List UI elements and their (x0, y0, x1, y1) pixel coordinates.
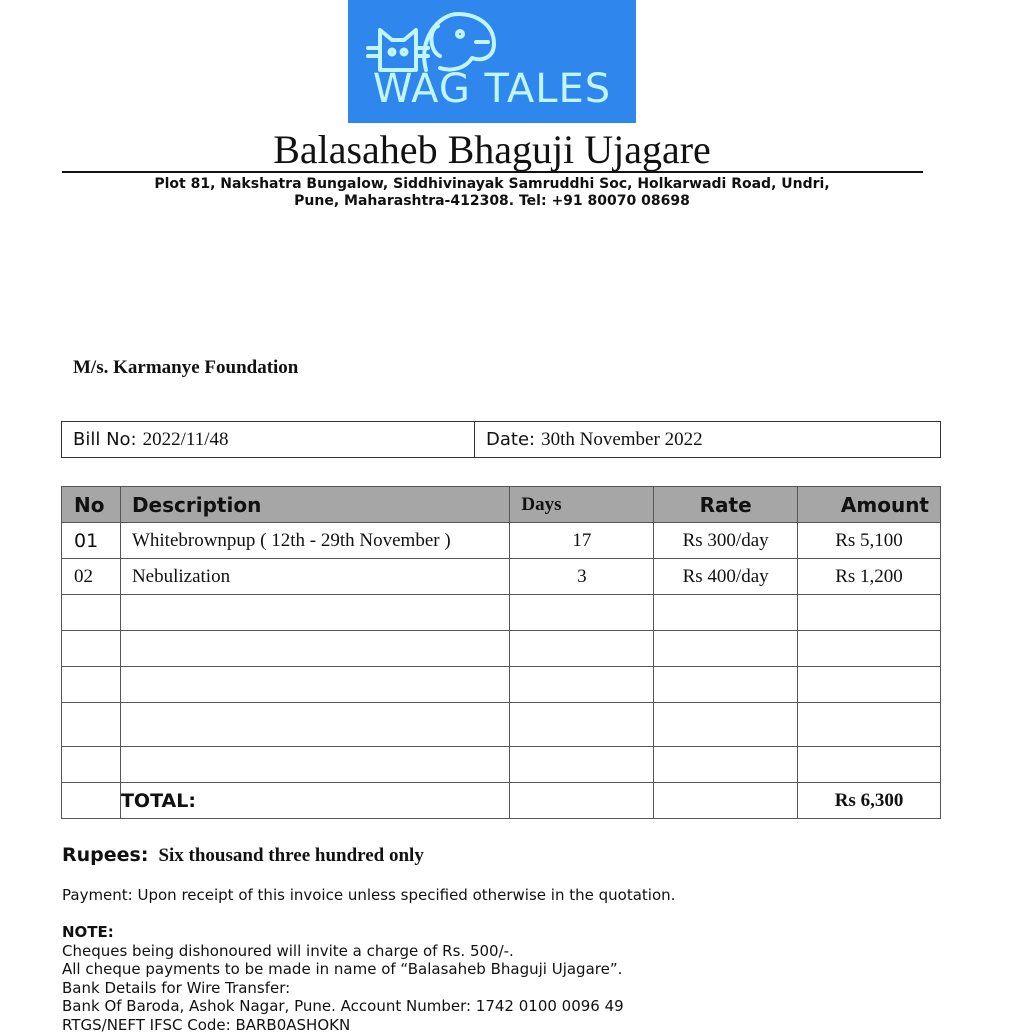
table-row (62, 559, 941, 595)
table-header-row (62, 487, 941, 523)
total-amount: Rs 6,300 (798, 783, 941, 819)
row-rate: Rs 300/day (654, 523, 798, 559)
row-description: Whitebrownpup ( 12th - 29th November ) (120, 523, 509, 559)
empty-row (62, 667, 941, 703)
note-heading: NOTE: (62, 923, 624, 942)
empty-row (62, 703, 941, 747)
payment-terms: Payment: Upon receipt of this invoice unless specified otherwise in the quotation. (62, 886, 675, 904)
address-line-2: Pune, Maharashtra-412308. Tel: +91 80070 08698 (62, 193, 922, 210)
header-description: Description (120, 487, 509, 523)
bill-number-cell (62, 422, 475, 457)
bill-number-label: Bill No: (73, 429, 137, 450)
row-no: 01 (62, 523, 121, 559)
business-address (62, 176, 922, 210)
total-label: TOTAL: (120, 783, 509, 819)
bill-date-label: Date: (486, 429, 535, 450)
logo (348, 0, 636, 123)
logo-text: WAG TALES (348, 66, 636, 112)
row-amount: Rs 1,200 (798, 559, 941, 595)
bill-date-cell (475, 422, 703, 457)
business-name: Balasaheb Bhaguji Ujagare (62, 128, 922, 172)
row-description: Nebulization (120, 559, 509, 595)
rupees-label: Rupees: (62, 844, 148, 866)
table-row (62, 523, 941, 559)
note-line: Cheques being dishonoured will invite a charge of Rs. 500/-. (62, 942, 624, 961)
bill-number-value: 2022/11/48 (143, 429, 229, 451)
header-divider (62, 171, 923, 173)
note-line: RTGS/NEFT IFSC Code: BARB0ASHOKN (62, 1016, 624, 1034)
total-row (62, 783, 941, 819)
row-amount: Rs 5,100 (798, 523, 941, 559)
note-line: Bank Of Baroda, Ashok Nagar, Pune. Account Number: 1742 0100 0096 49 (62, 997, 624, 1016)
client-name: M/s. Karmanye Foundation (73, 357, 298, 379)
empty-row (62, 747, 941, 783)
row-days: 3 (510, 559, 654, 595)
row-days: 17 (510, 523, 654, 559)
rupees-value: Six thousand three hundred only (158, 845, 423, 866)
amount-in-words (62, 844, 424, 867)
row-no: 02 (62, 559, 121, 595)
address-line-1: Plot 81, Nakshatra Bungalow, Siddhivinayak Samruddhi Soc, Holkarwadi Road, Undri, (62, 176, 922, 193)
header-amount: Amount (798, 487, 941, 523)
header-rate: Rate (654, 487, 798, 523)
note-section (62, 923, 624, 1034)
empty-row (62, 631, 941, 667)
bill-info-box (61, 421, 941, 458)
note-line: Bank Details for Wire Transfer: (62, 979, 624, 998)
items-table (61, 486, 941, 819)
empty-row (62, 595, 941, 631)
note-line: All cheque payments to be made in name of “Balasaheb Bhaguji Ujagare”. (62, 960, 624, 979)
row-rate: Rs 400/day (654, 559, 798, 595)
bill-date-value: 30th November 2022 (541, 429, 702, 451)
header-days: Days (510, 487, 654, 523)
header-no: No (62, 487, 121, 523)
